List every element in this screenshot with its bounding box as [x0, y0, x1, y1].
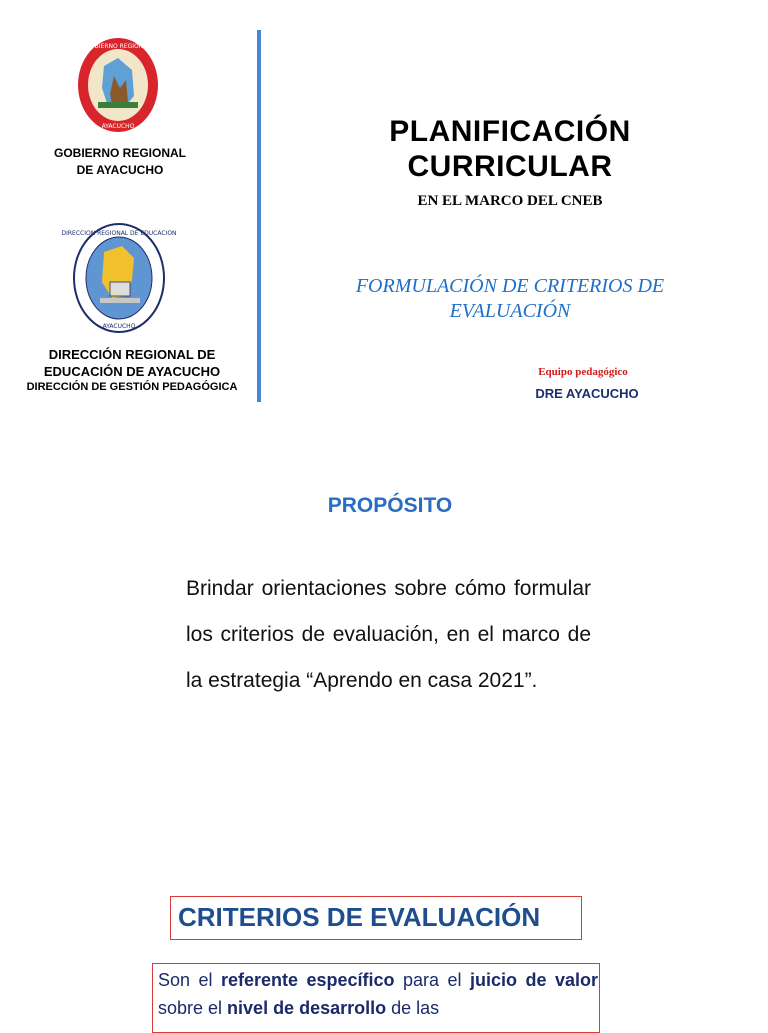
- org-bottom-line3: DIRECCIÓN DE GESTIÓN PEDAGÓGICA: [26, 381, 238, 393]
- logo-bottom-bottom-text: AYACUCHO: [102, 323, 136, 330]
- formula-line-2: EVALUACIÓN: [449, 300, 571, 322]
- gobierno-regional-logo: [76, 36, 160, 134]
- definition-text: [158, 966, 598, 1022]
- dre-ayacucho-logo: [61, 222, 177, 334]
- def-part-6: nivel de desarrollo: [227, 998, 387, 1018]
- def-part-1: Son el: [158, 970, 221, 990]
- logo-top-arc-text: GOBIERNO REGIONAL: [85, 43, 151, 50]
- org-top-line1: GOBIERNO REGIONAL: [53, 146, 186, 160]
- org-bottom-line2: EDUCACIÓN DE AYACUCHO: [43, 364, 221, 379]
- logo-bottom-arc-text: DIRECCION REGIONAL DE EDUCACION: [61, 230, 177, 237]
- def-part-7: de las: [386, 998, 440, 1018]
- title-line-1: PLANIFICACIÓN: [389, 115, 631, 148]
- def-part-3: para el: [394, 970, 471, 990]
- dre-ayacucho-label: DRE AYACUCHO: [535, 386, 639, 401]
- proposito-text: Brindar orientaciones sobre cómo formular los criterios de evaluación, en el marco de la estrategia “Aprendo en casa 2021”.: [186, 577, 591, 692]
- org-top-line2: DE AYACUCHO: [76, 163, 164, 177]
- criterios-heading: CRITERIOS DE EVALUACIÓN: [178, 902, 541, 932]
- title-line-2: CURRICULAR: [407, 150, 613, 183]
- org-gobierno-regional: [30, 145, 210, 179]
- def-part-4: juicio de valor: [470, 970, 598, 990]
- vertical-divider: [257, 30, 261, 402]
- org-direccion-regional: [20, 346, 244, 394]
- def-part-2: referente específico: [220, 970, 395, 990]
- formula-heading: [300, 274, 720, 324]
- formula-line-1: FORMULACIÓN DE CRITERIOS DE: [355, 275, 665, 297]
- logo-top-bottom-text: AYACUCHO: [101, 123, 135, 130]
- org-bottom-line1: DIRECCIÓN REGIONAL DE: [48, 347, 216, 362]
- proposito-heading: PROPÓSITO: [327, 494, 453, 517]
- subtitle: EN EL MARCO DEL CNEB: [417, 193, 603, 209]
- equipo-pedagogico: Equipo pedagógico: [538, 366, 628, 378]
- page-title: [300, 114, 720, 184]
- def-part-5: sobre el: [158, 998, 228, 1018]
